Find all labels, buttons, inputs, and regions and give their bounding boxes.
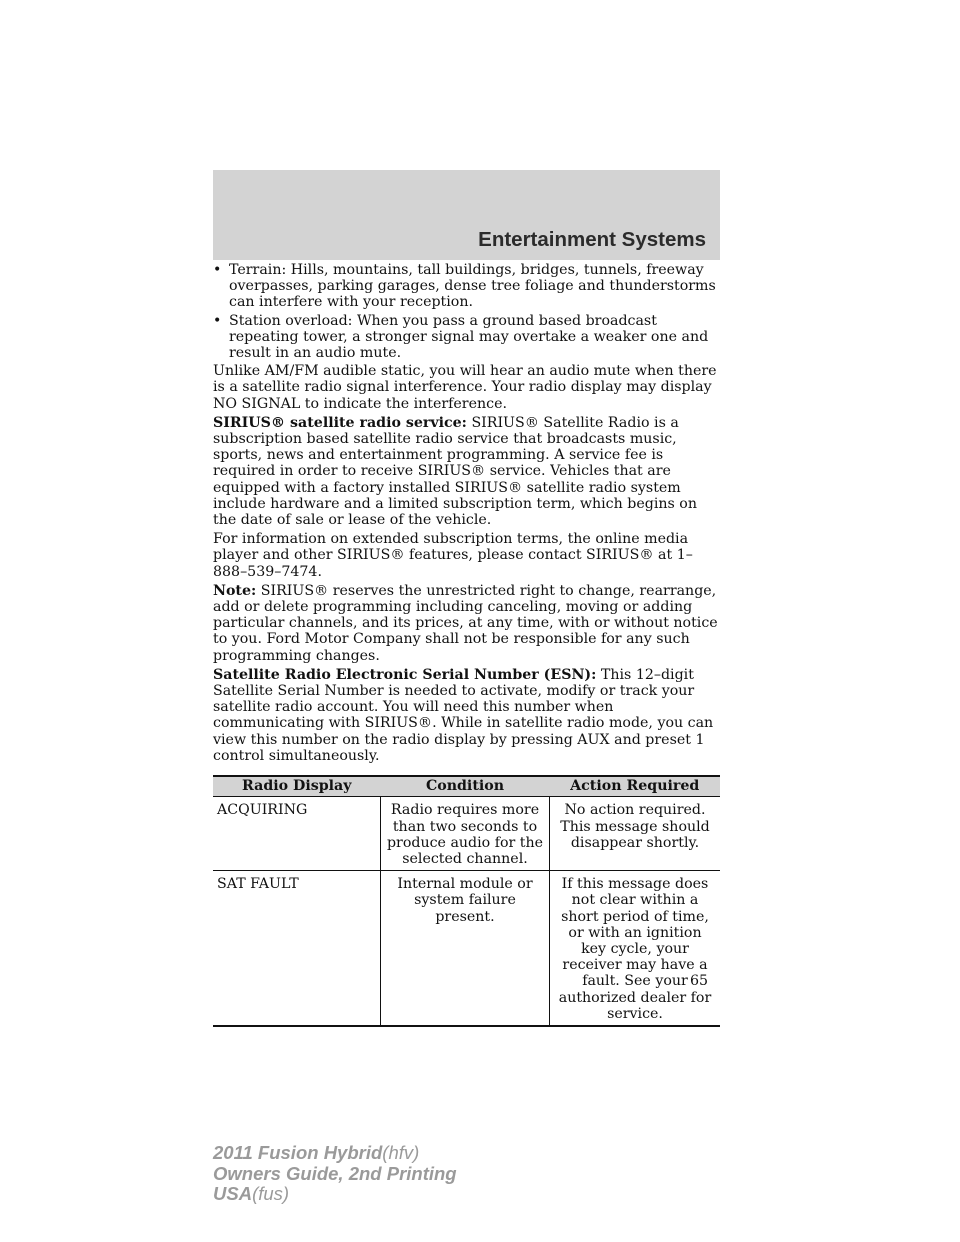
- table-cell: SAT FAULT: [213, 871, 381, 1026]
- paragraph-text: This 12–digit Satellite Serial Number is needed to activate, modify or track your satellite radio account. You will need this number when communicating with SIRIUS®. While in satellite radio mode, you can view this number on the radio display by pressing AUX and preset 1 control simultaneously.: [213, 666, 714, 764]
- bullet-text: Station overload: When you pass a ground based broadcast repeating tower, a stronger signal may overtake a weaker one and result in an audio mute.: [229, 312, 709, 362]
- table-header-cell: Radio Display: [213, 776, 381, 797]
- bullet-item-terrain: [213, 262, 723, 311]
- paragraph-text: SIRIUS® reserves the unrestricted right to change, rearrange, add or delete programming including canceling, moving or adding particular channels, and its prices, at any time, with or without notice to you. Ford Motor Company shall not be responsible for any such programming changes.: [213, 582, 718, 664]
- paragraph-note: [213, 583, 723, 664]
- table-header-row: [213, 776, 720, 797]
- bullet-dot-icon: •: [213, 262, 222, 278]
- table-header-cell: Condition: [381, 776, 550, 797]
- radio-display-table: [213, 775, 720, 1027]
- document-footer: [213, 1143, 457, 1205]
- table-cell: No action required. This message should disappear shortly.: [550, 797, 721, 871]
- paragraph-sirius-service: [213, 415, 723, 528]
- paragraph-text: SIRIUS® Satellite Radio is a subscription based satellite radio service that broadcasts music, sports, news and entertainment programming. A service fee is required in order to receive SIRIUS® service. Vehicles that are equipped with a factory installed SIRIUS® satellite radio system include hardware and a limited subscription term, which begins on the date of sale or lease of the vehicle.: [213, 414, 697, 529]
- table-row: [213, 871, 720, 1026]
- paragraph-label: Note:: [213, 582, 257, 599]
- bullet-dot-icon: •: [213, 312, 222, 329]
- footer-market-code: (fus): [252, 1183, 290, 1204]
- page-number: 65: [690, 973, 709, 989]
- footer-line-guide: [213, 1164, 457, 1185]
- footer-model: 2011 Fusion Hybrid: [213, 1142, 383, 1163]
- paragraph-subscription-info: For information on extended subscription terms, the online media player and other SIRIUS® features, please contact SIRIUS® at 1–888–539–7474.: [213, 531, 693, 580]
- table-cell: If this message does not clear within a short period of time, or with an ignition key cycle, your receiver may have a fault. See your authorized dealer for service.: [550, 871, 721, 1026]
- paragraph-audio-mute: Unlike AM/FM audible static, you will hear an audio mute when there is a satellite radio signal interference. Your radio display may display NO SIGNAL to indicate the interference.: [213, 363, 717, 412]
- section-header-bar: [213, 170, 720, 260]
- paragraph-label: SIRIUS® satellite radio service:: [213, 414, 467, 431]
- table-row: [213, 797, 720, 871]
- paragraph-esn: [213, 667, 723, 764]
- footer-model-code: (hfv): [382, 1142, 420, 1163]
- footer-line-model: [213, 1143, 457, 1164]
- bullet-text: Terrain: Hills, mountains, tall buildings, bridges, tunnels, freeway overpasses, parking garages, dense tree foliage and thunderstorms can interfere with your reception.: [229, 262, 716, 311]
- table-header-cell: Action Required: [550, 776, 721, 797]
- footer-line-market: [213, 1184, 457, 1205]
- section-title: Entertainment Systems: [478, 228, 706, 251]
- page-content: [213, 262, 723, 1027]
- paragraph-label: Satellite Radio Electronic Serial Number (ESN):: [213, 666, 597, 683]
- footer-market: USA: [213, 1183, 253, 1204]
- table-cell: ACQUIRING: [213, 797, 381, 871]
- table-cell: Radio requires more than two seconds to produce audio for the selected channel.: [381, 797, 550, 871]
- bullet-item-station-overload: [213, 313, 723, 362]
- table-cell: Internal module or system failure present.: [381, 871, 550, 1026]
- footer-guide: Owners Guide, 2nd Printing: [213, 1162, 457, 1184]
